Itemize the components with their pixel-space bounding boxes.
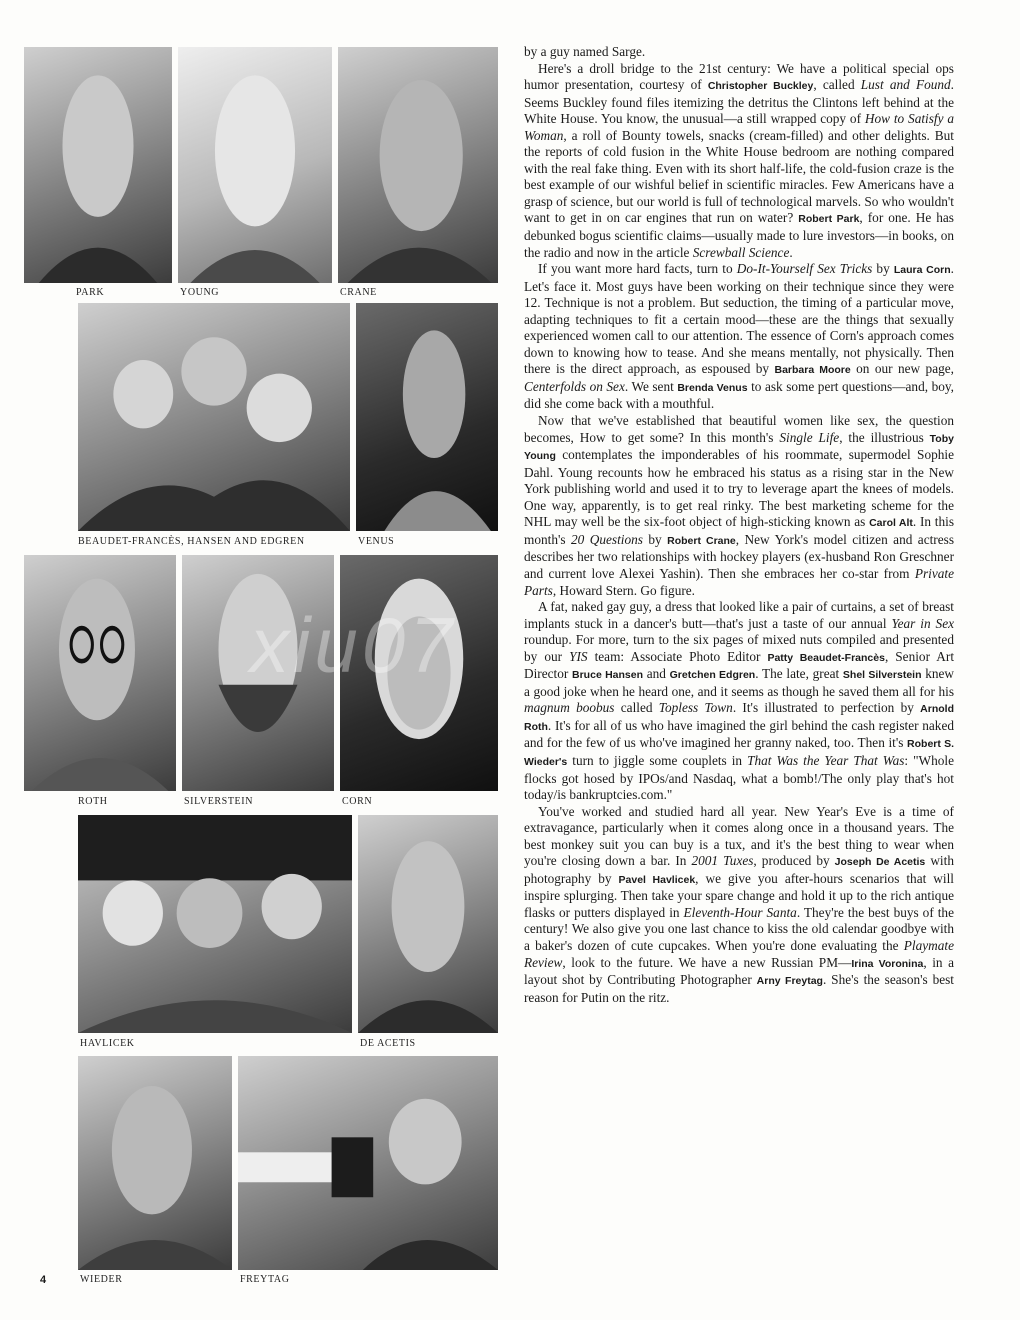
photo-crane bbox=[338, 47, 498, 283]
photo-beaudet-hansen-edgren bbox=[78, 303, 350, 531]
photo-freytag bbox=[238, 1056, 498, 1270]
caption-de-acetis: DE ACETIS bbox=[360, 1038, 416, 1049]
photo-young bbox=[178, 47, 332, 283]
paragraph-3: If you want more hard facts, turn to Do-It-Yourself Sex Tricks by Laura Corn. Let's face it. Most guys have been working on their technique since they were 12. Technique is not a problem. But seduction, the timing of a particular move, adapting techniques to fit a certain mood—these are the things that sexually experienced women call to our attention. The essence of Corn's approach comes down to knowing how to tease. And she means mentally, not physically. Then there is the direct approach, as espoused by Barbara Moore on our new page, Centerfolds on Sex. We sent Brenda Venus to ask some pert questions—and, boy, did she come back with a mouthful. bbox=[524, 261, 954, 412]
caption-silverstein: SILVERSTEIN bbox=[184, 796, 254, 807]
caption-wieder: WIEDER bbox=[80, 1274, 123, 1285]
caption-havlicek: HAVLICEK bbox=[80, 1038, 135, 1049]
caption-crane: CRANE bbox=[340, 287, 377, 298]
photo-park bbox=[24, 47, 172, 283]
paragraph-5: A fat, naked gay guy, a dress that looked like a pair of curtains, a set of breast implants stuck in a dancer's butt—that's just a taste of our annual Year in Sex roundup. For more, turn to the six pages of mixed nuts compiled and presented by our YIS team: Associate Photo Editor Patty Beaudet-Francès, Senior Art Director Bruce Hansen and Gretchen Edgren. The late, great Shel Silverstein knew a good joke when he heard one, and it seems as though he saved them all for his magnum boobus called Topless Town. It's illustrated to perfection by Arnold Roth. It's for all of us who have imagined the girl behind the cash register naked and for the few of us who've imagined her granny naked, too. Then it's Robert S. Wieder's turn to jiggle some couplets in That Was the Year That Was: "Whole flocks got hosed by IPOs/and Nasdaq, what a bomb!/The only play that's hot today/is bankruptcies.com." bbox=[524, 599, 955, 803]
article-column bbox=[524, 44, 954, 1006]
photo-venus bbox=[356, 303, 498, 531]
paragraph-2: Here's a droll bridge to the 21st century: We have a political special ops humor presentation, courtesy of Christopher Buckley, called Lust and Found. Seems Buckley found files itemizing the detritus the Clintons left behind at the White House. You know, the unusual—a still wrapped copy of How to Satisfy a Woman, a roll of Bounty towels, snacks (cream-filled) and other delights. But the reports of cold fusion in the White House bedroom are nothing compared with the real fake thing. Even with its short half-life, the cold-fusion craze is the best example of our wishful belief in scientific miracles. Few Americans have a grasp of science, but our world is full of technological marvels. So who wouldn't want to get in on car engines that run on water? Robert Park, for one. He has debunked bogus scientific claims—usually made to lure investors—in books, on the radio and now in the article Screwball Science. bbox=[524, 60, 955, 260]
caption-park: PARK bbox=[76, 287, 105, 298]
paragraph-4: Now that we've established that beautiful women like sex, the question becomes, How to get some? In this month's Single Life, the illustrious Toby Young contemplates the imponderables of his roommate, supermodel Sophie Dahl. Young recounts how he embraced his status as a rising star in the New York publishing world and used it to try to leverage apart the knees of models. One way, apparently, is to get real rinky. The best marketing scheme for the NHL may well be the six-foot object of high-sticking known as Carol Alt. In this month's 20 Questions by Robert Crane, New York's model citizen and actress describes her two relationships with hockey players (ex-husband Ron Greschner and current love Alexei Yashin). Then she embraces her co-star from Private Parts, Howard Stern. Go figure. bbox=[524, 413, 954, 598]
caption-beaudet-hansen-edgren: BEAUDET-FRANCÈS, HANSEN AND EDGREN bbox=[78, 536, 305, 547]
caption-roth: ROTH bbox=[78, 796, 108, 807]
watermark: xiu07 bbox=[250, 601, 457, 689]
paragraph-6: You've worked and studied hard all year. New Year's Eve is a time of extravagance, particularly when it comes along once in a thousand years. The best monkey suit you can buy is a tux, and it's the best thing to wear when you're closing down a bar. In 2001 Tuxes, produced by Joseph De Acetis with photography by Pavel Havlicek, we give you after-hours scenarios that will inspire splurging. Then take your spare change and hold it up to the rich antique flasks or putters displayed in Eleventh-Hour Santa. They're the best buys of the century! We also give you one last chance to kiss the old calendar goodbye with a baker's dozen of cute cupcakes. When you're done evaluating the Playmate Review, look to the future. We have a new Russian PM—Irina Voronina, in a layout shot by Contributing Photographer Arny Freytag. She's the season's best reason for Putin on the ritz. bbox=[524, 803, 954, 1005]
caption-freytag: FREYTAG bbox=[240, 1274, 290, 1285]
caption-young: YOUNG bbox=[180, 287, 220, 298]
photo-roth bbox=[24, 555, 176, 791]
caption-venus: VENUS bbox=[358, 536, 395, 547]
page-number: 4 bbox=[40, 1274, 47, 1286]
caption-corn: CORN bbox=[342, 796, 373, 807]
paragraph-1: by a guy named Sarge. bbox=[524, 44, 646, 59]
photo-havlicek bbox=[78, 815, 352, 1033]
photo-de-acetis bbox=[358, 815, 498, 1033]
photo-wieder bbox=[78, 1056, 232, 1270]
